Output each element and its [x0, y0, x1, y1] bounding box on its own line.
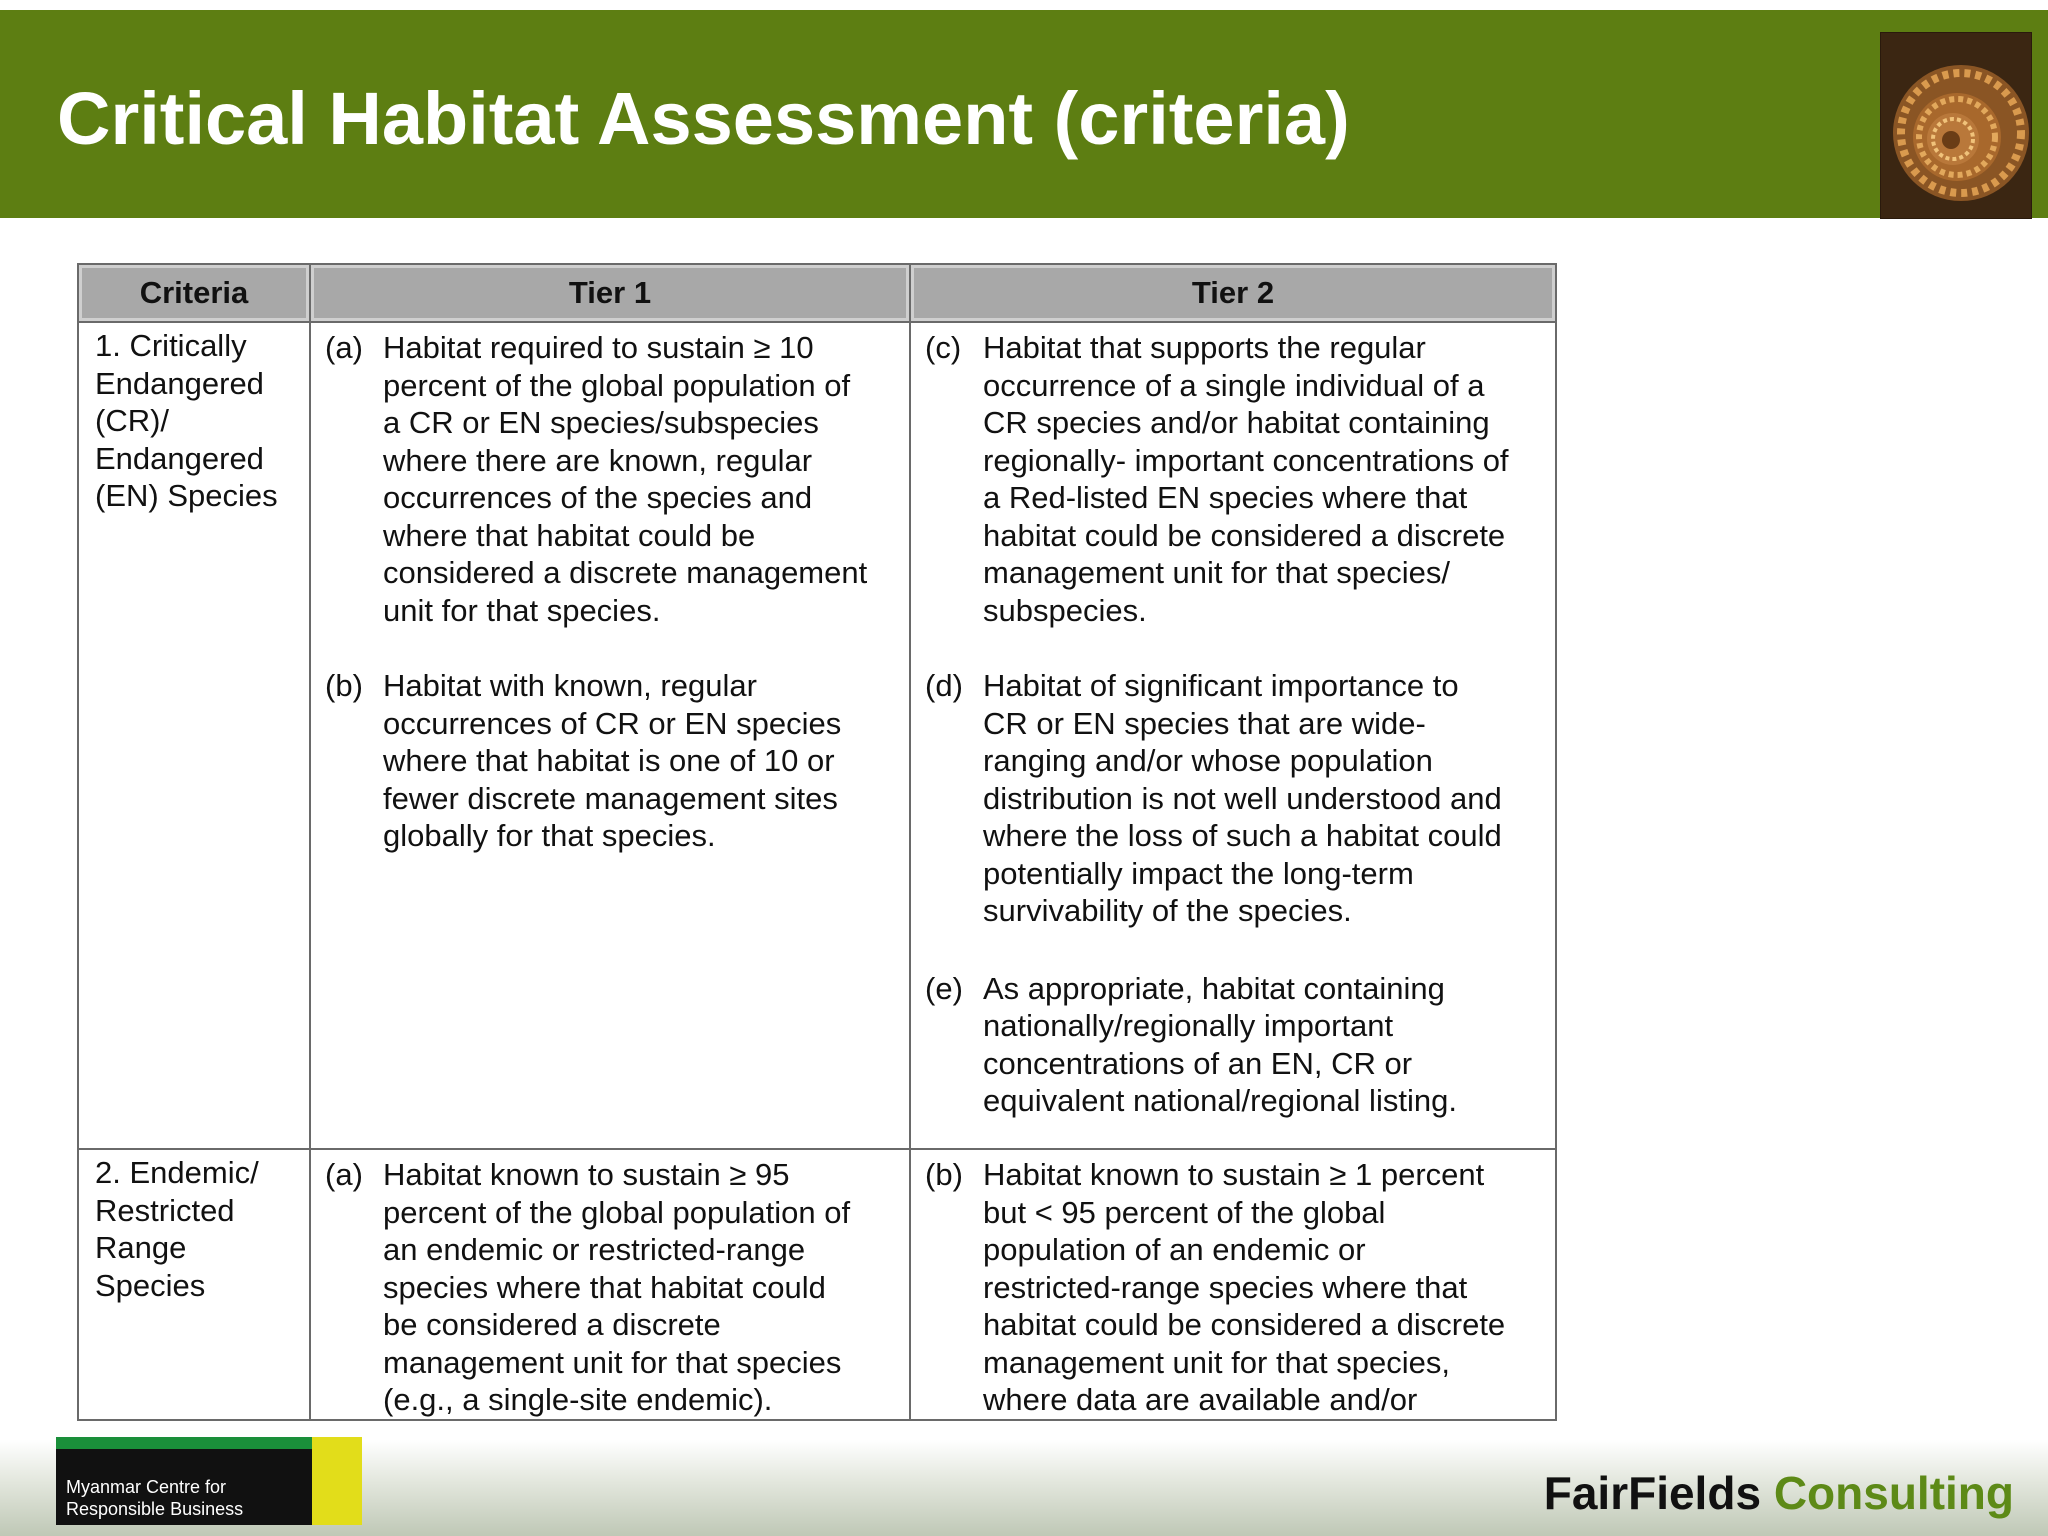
item-text: [383, 329, 909, 629]
criterion-item: [911, 1156, 1555, 1419]
text-line: Habitat of significant importance to: [983, 668, 1459, 703]
criteria-cell: [78, 322, 310, 1149]
text-line: occurrences of the species and: [383, 480, 813, 515]
consulting-word: Consulting: [1773, 1467, 2014, 1519]
text-line: where that habitat is one of 10 or: [383, 743, 835, 778]
text-line: be considered a discrete: [383, 1307, 721, 1342]
criteria-line: Endangered: [95, 440, 264, 476]
mcrb-line: Myanmar Centre for: [66, 1477, 227, 1497]
mcrb-logo: [56, 1437, 362, 1525]
text-line: occurrences of CR or EN species: [383, 705, 842, 741]
criteria-line: 2. Endemic/: [95, 1155, 259, 1190]
criterion-item: [911, 667, 1555, 930]
tier2-cell: [910, 1149, 1556, 1420]
text-line: where that habitat could be: [383, 517, 756, 553]
text-line: a Red-listed EN species where that: [983, 480, 1468, 515]
criteria-table: [77, 263, 1557, 1421]
item-text: [383, 667, 909, 855]
text-line: where data are available and/or: [983, 1382, 1418, 1417]
text-line: potentially impact the long-term: [983, 855, 1414, 891]
text-line: Habitat known to sustain ≥ 1 percent: [983, 1157, 1485, 1192]
text-line: concentrations of an EN, CR or: [983, 1045, 1413, 1081]
item-label: (c): [925, 330, 962, 365]
criterion-item: [911, 329, 1555, 629]
text-line: CR species and/or habitat containing: [983, 405, 1490, 440]
table-row: [78, 1149, 1556, 1420]
criteria-line: (EN) Species: [95, 478, 278, 513]
text-line: species where that habitat could: [383, 1269, 826, 1305]
text-line: an endemic or restricted-range: [383, 1232, 806, 1267]
mcrb-line: Responsible Business: [66, 1499, 244, 1519]
text-line: As appropriate, habitat containing: [983, 970, 1445, 1006]
text-line: survivability of the species.: [983, 893, 1352, 928]
criteria-line: 1. Critically: [95, 328, 247, 363]
text-line: Habitat known to sustain ≥ 95: [383, 1157, 790, 1192]
title-banner: [0, 10, 2048, 218]
text-line: equivalent national/regional listing.: [983, 1083, 1457, 1118]
item-text: [983, 329, 1555, 629]
fairfields-logo: [1543, 1467, 2014, 1519]
criteria-line: Restricted: [95, 1192, 235, 1228]
criteria-line: Endangered: [95, 365, 264, 401]
text-line: management unit for that species,: [983, 1344, 1450, 1380]
tier2-cell: [910, 322, 1556, 1149]
criteria-cell: [78, 1149, 310, 1420]
criterion-item: [911, 970, 1555, 1120]
text-line: percent of the global population of: [383, 1194, 851, 1230]
text-line: Habitat required to sustain ≥ 10: [383, 330, 814, 365]
slide-title: Critical Habitat Assessment (criteria): [57, 77, 1350, 160]
criteria-line: Species: [95, 1267, 206, 1303]
text-line: ranging and/or whose population: [983, 743, 1433, 778]
item-label: (b): [325, 668, 363, 703]
text-line: considered a discrete management: [383, 555, 868, 590]
table-row: [78, 322, 1556, 1149]
tier1-cell: [310, 322, 910, 1149]
text-line: distribution is not well understood and: [983, 780, 1502, 816]
ammonite-fossil-image: [1880, 32, 2032, 219]
text-line: a CR or EN species/subspecies: [383, 405, 819, 440]
text-line: (e.g., a single-site endemic).: [383, 1382, 773, 1417]
criterion-item: [311, 1156, 909, 1419]
table-header-row: [78, 264, 1556, 322]
text-line: subspecies.: [983, 592, 1147, 628]
criteria-line: (CR)/: [95, 403, 170, 438]
item-label: (a): [325, 330, 363, 365]
text-line: unit for that species.: [383, 592, 661, 628]
text-line: fewer discrete management sites: [383, 780, 838, 816]
text-line: globally for that species.: [383, 818, 716, 853]
text-line: Habitat that supports the regular: [983, 330, 1426, 365]
fairfields-word: FairFields: [1543, 1467, 1762, 1519]
item-label: (d): [925, 668, 963, 703]
item-text: [383, 1156, 909, 1419]
item-text: [983, 970, 1555, 1120]
item-text: [983, 1156, 1555, 1419]
text-line: management unit for that species/: [983, 555, 1450, 590]
item-label: (a): [325, 1157, 363, 1192]
text-line: percent of the global population of: [383, 367, 851, 403]
text-line: population of an endemic or: [983, 1232, 1366, 1267]
column-header-tier2: Tier 2: [910, 264, 1556, 322]
text-line: habitat could be considered a discrete: [983, 1307, 1506, 1342]
text-line: nationally/regionally important: [983, 1008, 1394, 1043]
logo-yellow-block: [312, 1437, 362, 1525]
text-line: CR or EN species that are wide-: [983, 705, 1426, 741]
text-line: restricted-range species where that: [983, 1269, 1468, 1305]
text-line: where the loss of such a habitat could: [983, 818, 1502, 853]
criterion-item: [311, 667, 909, 855]
text-line: management unit for that species: [383, 1344, 842, 1380]
item-label: (e): [925, 970, 963, 1006]
item-text: [983, 667, 1555, 930]
criteria-line: Range: [95, 1230, 187, 1265]
text-line: where there are known, regular: [383, 442, 813, 478]
text-line: habitat could be considered a discrete: [983, 517, 1506, 553]
column-header-criteria: Criteria: [78, 264, 310, 322]
text-line: occurrence of a single individual of a: [983, 367, 1485, 403]
tier1-cell: [310, 1149, 910, 1420]
mcrb-logo-text: [66, 1476, 243, 1520]
item-label: (b): [925, 1157, 963, 1192]
text-line: Habitat with known, regular: [383, 668, 757, 703]
criterion-item: [311, 329, 909, 629]
column-header-tier1: Tier 1: [310, 264, 910, 322]
text-line: regionally- important concentrations of: [983, 442, 1509, 478]
text-line: but < 95 percent of the global: [983, 1194, 1386, 1230]
